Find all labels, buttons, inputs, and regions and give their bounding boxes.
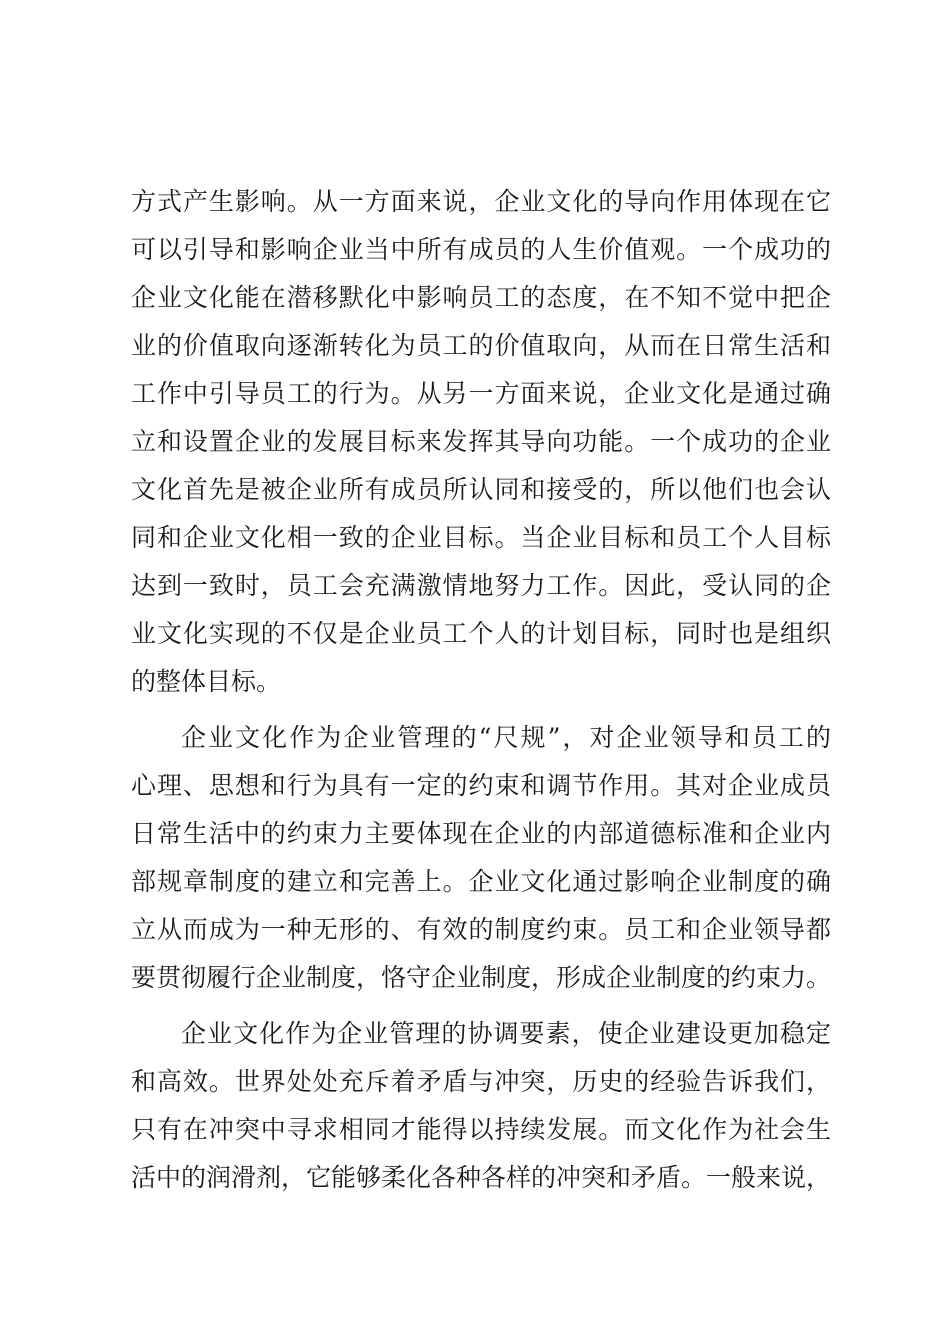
text-line: 立和设置企业的发展目标来发挥其导向功能。一个成功的企业 bbox=[131, 427, 831, 456]
text-line: 企业文化能在潜移默化中影响员工的态度，在不知不觉中把企 bbox=[131, 283, 831, 312]
text-line: 日常生活中的约束力主要体现在企业的内部道德标准和企业内 bbox=[131, 819, 831, 848]
text-line: 达到一致时，员工会充满激情地努力工作。因此，受认同的企 bbox=[131, 571, 831, 600]
text-line: 的整体目标。 bbox=[131, 667, 282, 696]
text-line: 立从而成为一种无形的、有效的制度约束。员工和企业领导都 bbox=[131, 915, 831, 944]
text-line: 文化首先是被企业所有成员所认同和接受的，所以他们也会认 bbox=[131, 475, 831, 504]
text-line: 业文化实现的不仅是企业员工个人的计划目标，同时也是组织 bbox=[131, 619, 831, 648]
paragraph-first-line: 企业文化作为企业管理的协调要素，使企业建设更加稳定 bbox=[181, 1019, 831, 1048]
text-line: 部规章制度的建立和完善上。企业文化通过影响企业制度的确 bbox=[131, 867, 831, 896]
text-line: 同和企业文化相一致的企业目标。当企业目标和员工个人目标 bbox=[131, 523, 831, 552]
text-line: 和高效。世界处处充斥着矛盾与冲突，历史的经验告诉我们， bbox=[131, 1067, 831, 1096]
text-line: 要贯彻履行企业制度，恪守企业制度，形成企业制度的约束力。 bbox=[131, 963, 832, 992]
paragraph-first-line: 企业文化作为企业管理的“尺规”，对企业领导和员工的 bbox=[181, 723, 831, 752]
body-text bbox=[131, 178, 831, 1202]
text-line: 方式产生影响。从一方面来说，企业文化的导向作用体现在它 bbox=[131, 187, 831, 216]
text-line: 可以引导和影响企业当中所有成员的人生价值观。一个成功的 bbox=[131, 235, 831, 264]
text-line: 只有在冲突中寻求相同才能得以持续发展。而文化作为社会生 bbox=[131, 1115, 831, 1144]
text-line: 活中的润滑剂，它能够柔化各种各样的冲突和矛盾。一般来说， bbox=[131, 1163, 832, 1192]
text-line: 工作中引导员工的行为。从另一方面来说，企业文化是通过确 bbox=[131, 379, 831, 408]
text-line: 心理、思想和行为具有一定的约束和调节作用。其对企业成员 bbox=[131, 771, 831, 800]
text-line: 业的价值取向逐渐转化为员工的价值取向，从而在日常生活和 bbox=[131, 331, 831, 360]
